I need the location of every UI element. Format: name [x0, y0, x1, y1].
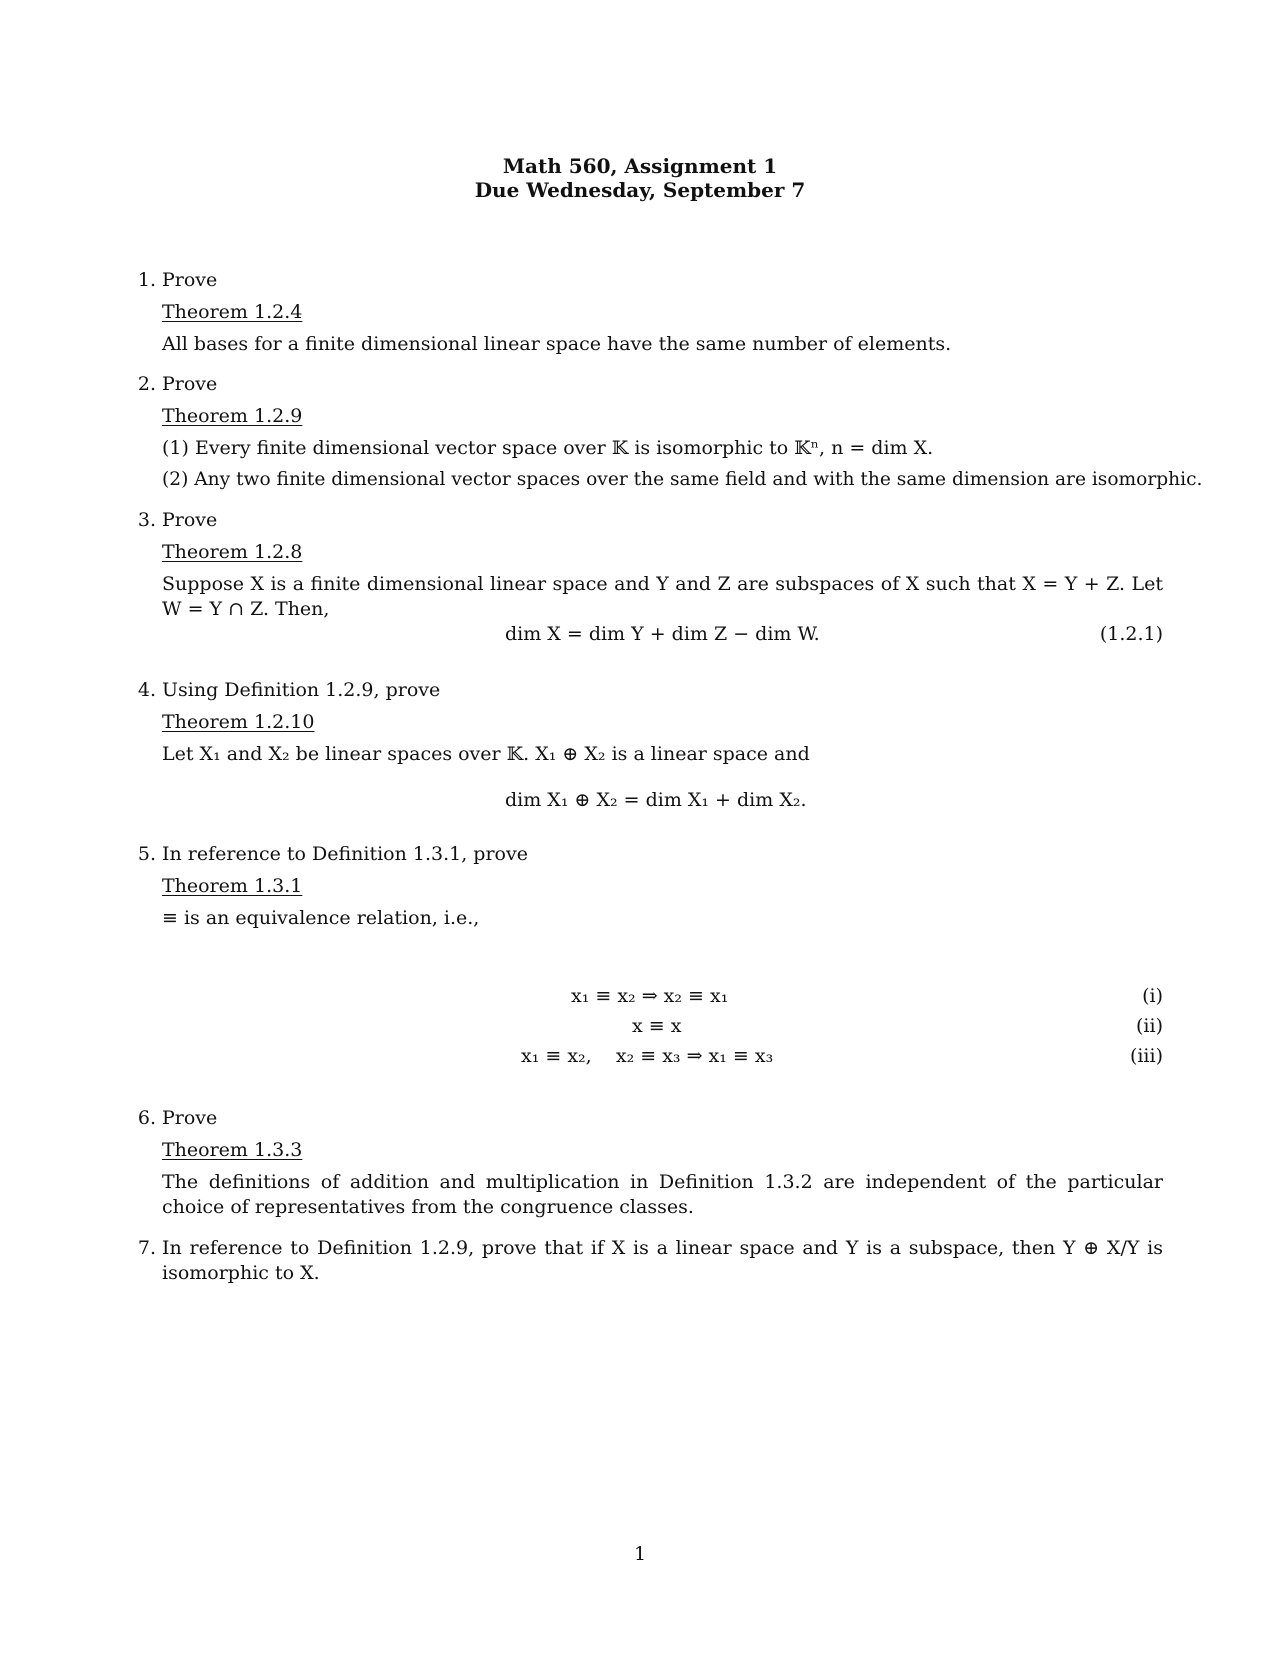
problem-4-equation: dim X₁ ⊕ X₂ = dim X₁ + dim X₂.	[505, 789, 807, 811]
problem-4-theorem: Theorem 1.2.10	[162, 711, 315, 733]
problem-6-body: The definitions of addition and multiplication in Definition 1.3.2 are independent of the particular choice of representatives from the congruence classes.	[162, 1171, 1163, 1218]
problem-3-equation-label: (1.2.1)	[1099, 623, 1163, 645]
problem-2-body-line2: (2) Any two finite dimensional vector spaces over the same field and with the same dimension are isomorphic.	[162, 469, 1203, 490]
page-number: 1	[633, 1543, 647, 1565]
due-date: Due Wednesday, September 7	[474, 178, 806, 202]
equation-i-label: (i)	[1142, 985, 1163, 1007]
problem-4-number: 4.	[137, 679, 156, 701]
problem-3-lead: Prove	[162, 509, 218, 531]
problem-3-body: Suppose X is a finite dimensional linear space and Y and Z are subspaces of X such that X = Y + Z. Let W = Y ∩ Z. Then,	[162, 573, 1163, 620]
equation-i: x₁ ≡ x₂ ⇒ x₂ ≡ x₁	[571, 985, 729, 1007]
problem-7-number: 7.	[137, 1237, 156, 1259]
problem-1-lead: Prove	[162, 269, 218, 291]
problem-2-theorem: Theorem 1.2.9	[162, 405, 303, 427]
equation-iii-label: (iii)	[1129, 1045, 1163, 1067]
problem-3-theorem: Theorem 1.2.8	[162, 541, 303, 563]
problem-2-body-line1: (1) Every finite dimensional vector space over 𝕂 is isomorphic to 𝕂ⁿ, n = dim X.	[162, 437, 934, 459]
problem-1-theorem: Theorem 1.2.4	[162, 301, 303, 323]
problem-1-number: 1.	[137, 269, 156, 291]
equation-ii-label: (ii)	[1136, 1015, 1163, 1037]
problem-6-theorem: Theorem 1.3.3	[162, 1139, 303, 1161]
equation-ii: x ≡ x	[632, 1015, 682, 1037]
problem-2-lead: Prove	[162, 373, 218, 395]
problem-3-number: 3.	[137, 509, 156, 531]
problem-7-body: In reference to Definition 1.2.9, prove that if X is a linear space and Y is a subspace, then Y ⊕ X/Y is isomorphic to X.	[162, 1237, 1163, 1284]
problem-4-lead: Using Definition 1.2.9, prove	[162, 679, 441, 701]
problem-5-number: 5.	[137, 843, 156, 865]
problem-2-number: 2.	[137, 373, 156, 395]
problem-4-body: Let X₁ and X₂ be linear spaces over 𝕂. X₁ ⊕ X₂ is a linear space and	[162, 743, 810, 765]
equation-iii: x₁ ≡ x₂, x₂ ≡ x₃ ⇒ x₁ ≡ x₃	[521, 1045, 774, 1067]
problem-1-body: All bases for a finite dimensional linear space have the same number of elements.	[162, 333, 952, 355]
problem-5-body: ≡ is an equivalence relation, i.e.,	[162, 907, 480, 929]
problem-5-lead: In reference to Definition 1.3.1, prove	[162, 843, 528, 865]
problem-6-number: 6.	[137, 1107, 156, 1129]
assignment-title: Math 560, Assignment 1	[502, 154, 778, 178]
problem-3-equation: dim X = dim Y + dim Z − dim W.	[505, 623, 820, 645]
problem-5-theorem: Theorem 1.3.1	[162, 875, 303, 897]
problem-6-lead: Prove	[162, 1107, 218, 1129]
